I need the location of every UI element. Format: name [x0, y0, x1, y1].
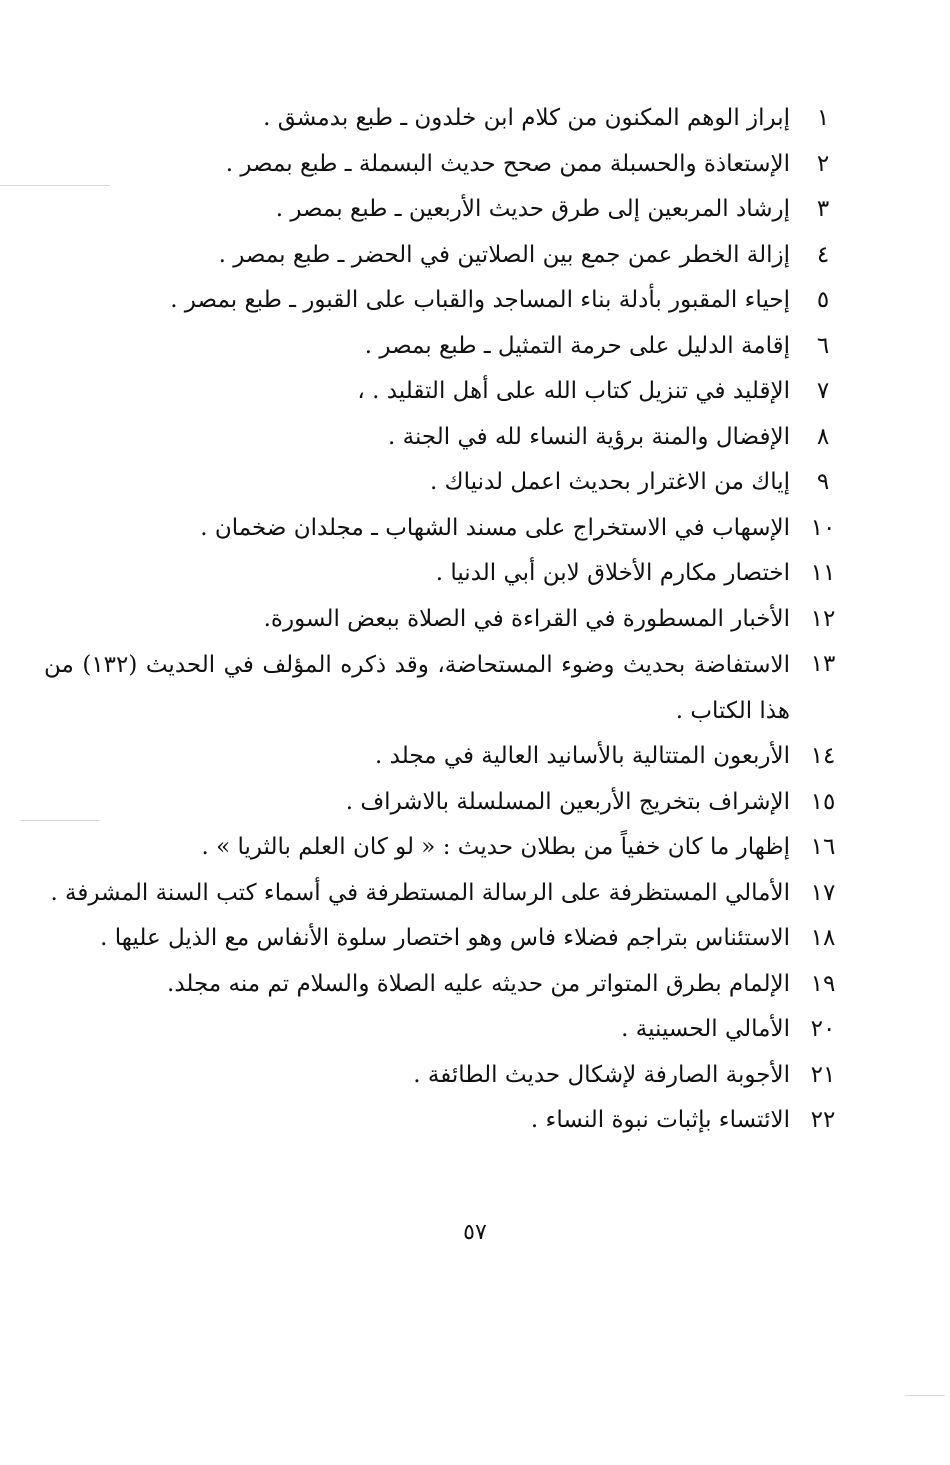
list-item: [114, 233, 844, 279]
item-text: إرشاد المربعين إلى طرق حديث الأربعين ـ طبع بمصر .: [275, 196, 790, 222]
item-number: ٢: [816, 150, 830, 177]
item-number: ١٥: [810, 788, 836, 815]
list-item: [114, 597, 844, 643]
item-text: اختصار مكارم الأخلاق لابن أبي الدنيا .: [435, 560, 790, 586]
list-item: [114, 1007, 844, 1053]
item-text: الأمالي المستظرفة على الرسالة المستطرفة في أسماء كتب السنة المشرفة .: [50, 879, 790, 906]
item-number: ١٧: [810, 879, 836, 906]
item-number: ١٤: [810, 743, 836, 769]
item-number: ١٨: [810, 925, 836, 951]
scan-edge-mark: [0, 185, 110, 186]
item-text: الإسهاب في الاستخراج على مسند الشهاب ـ مجلدان ضخمان .: [200, 514, 790, 541]
item-text: الائتساء بإثبات نبوة النساء .: [530, 1107, 790, 1133]
item-text: الإشراف بتخريج الأربعين المسلسلة بالاشراف .: [345, 788, 790, 815]
item-number: ٨: [816, 423, 830, 450]
list-item: [114, 1053, 844, 1099]
item-number: ٢٠: [810, 1016, 836, 1042]
list-item: [114, 551, 844, 597]
item-number: ٧: [816, 378, 830, 404]
item-text: الإلمام بطرق المتواتر من حديثه عليه الصلاة والسلام تم منه مجلد.: [167, 970, 790, 997]
list-item: [114, 506, 844, 552]
list-item: [44, 642, 844, 734]
item-number: ٣: [816, 196, 830, 222]
item-number: ١٢: [810, 605, 836, 632]
item-number: ٥: [816, 287, 830, 313]
item-text: إزالة الخطر عمن جمع بين الصلاتين في الحضر ـ طبع بمصر .: [218, 241, 790, 268]
item-text: الأجوبة الصارفة لإشكال حديث الطائفة .: [413, 1061, 790, 1088]
list-item: [114, 369, 844, 415]
item-number: ١٩: [810, 970, 836, 997]
item-text: الأمالي الحسينية .: [621, 1016, 790, 1042]
item-text: إياك من الاغترار بحديث اعمل لدنياك .: [430, 469, 790, 495]
list-item: [114, 324, 844, 370]
list-item: [114, 460, 844, 506]
item-text: الاستفاضة بحديث وضوء المستحاضة، وقد ذكره المؤلف في الحديث (١٣٢) من هذا الكتاب .: [44, 652, 790, 724]
item-text: الأخبار المسطورة في القراءة في الصلاة ببعض السورة.: [263, 605, 790, 632]
item-number: ٢٢: [810, 1107, 836, 1133]
item-number: ٩: [816, 469, 830, 495]
item-text: الإفضال والمنة برؤية النساء لله في الجنة .: [388, 423, 790, 450]
list-item: [50, 871, 844, 917]
item-text: إظهار ما كان خفياً من بطلان حديث : « لو كان العلم بالثريا » .: [201, 834, 790, 860]
list-item: [114, 96, 844, 142]
item-number: ٢١: [810, 1061, 836, 1088]
list-item: [114, 278, 844, 324]
item-number: ١٦: [810, 834, 836, 860]
item-text: إحياء المقبور بأدلة بناء المساجد والقباب على القبور ـ طبع بمصر .: [170, 287, 790, 313]
scan-edge-mark: [20, 820, 100, 821]
book-list: [44, 96, 844, 1144]
list-item: [114, 1098, 844, 1144]
page-number: ٥٧: [463, 1220, 487, 1245]
list-item: [114, 187, 844, 233]
item-number: ١٠: [810, 514, 836, 541]
scan-edge-mark: [905, 1395, 945, 1396]
list-item: [114, 780, 844, 826]
list-item: [100, 916, 844, 962]
item-number: ١٣: [810, 651, 836, 677]
item-number: ٤: [816, 241, 830, 268]
list-item: [114, 142, 844, 188]
item-text: الإستعاذة والحسبلة ممن صحح حديث البسملة ـ طبع بمصر .: [225, 150, 790, 177]
list-item: [114, 734, 844, 780]
item-number: ١١: [810, 560, 836, 586]
item-text: الاستئناس بتراجم فضلاء فاس وهو اختصار سلوة الأنفاس مع الذيل عليها .: [100, 925, 790, 951]
list-item: [114, 415, 844, 461]
item-text: الإقليد في تنزيل كتاب الله على أهل التقليد . ،: [357, 378, 790, 404]
item-text: إقامة الدليل على حرمة التمثيل ـ طبع بمصر .: [364, 332, 790, 359]
list-item: [114, 962, 844, 1008]
item-text: الأربعون المتتالية بالأسانيد العالية في مجلد .: [375, 743, 790, 769]
item-number: ١: [816, 105, 830, 131]
item-number: ٦: [816, 332, 830, 359]
list-item: [114, 825, 844, 871]
item-text: إبراز الوهم المكنون من كلام ابن خلدون ـ طبع بدمشق .: [263, 105, 790, 131]
